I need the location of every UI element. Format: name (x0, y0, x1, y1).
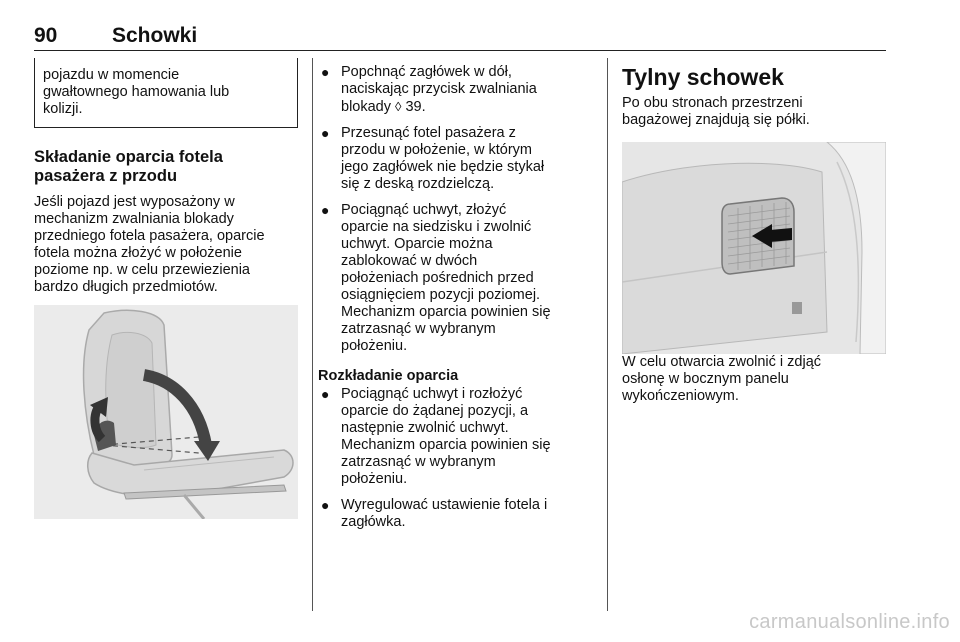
text-line: osłonę w bocznym panelu (622, 371, 789, 387)
rear-storage-heading: Tylny schowek (622, 64, 784, 90)
bullet-icon: ● (321, 497, 330, 513)
text-line: położeniach pośrednich przed (341, 270, 534, 286)
list-item (318, 125, 600, 193)
list-item (318, 497, 600, 531)
text-line: kolizji. (43, 101, 83, 117)
text-line: bardzo długich przedmiotów. (34, 279, 218, 295)
bullet-icon: ● (321, 386, 330, 402)
bullet-icon: ● (321, 125, 330, 141)
text-line: Wyregulować ustawienie fotela i (341, 497, 548, 513)
text-line: wykończeniowym. (622, 388, 739, 404)
text-line: oparcie na siedzisku i zwolnić (341, 219, 532, 235)
text-line: W celu otwarcia zwolnić i zdjąć (622, 354, 822, 370)
unfold-heading: Rozkładanie oparcia (318, 368, 459, 384)
text-line: Przesunąć fotel pasażera z (341, 125, 516, 141)
text-line: Po obu stronach przestrzeni (622, 95, 803, 111)
seat-illustration (34, 305, 298, 519)
heading-line: pasażera z przodu (34, 167, 178, 185)
trunk-illustration (622, 142, 886, 354)
text-line: przodu w położenie, w którym (341, 142, 532, 158)
column-2 (318, 64, 600, 540)
text-line: Mechanizm oparcia powinien się (341, 437, 551, 453)
text-line: położeniu. (341, 338, 408, 354)
watermark: carmanualsonline.info (749, 611, 950, 633)
trunk-illustration-svg (622, 142, 886, 354)
warning-note-box (34, 58, 298, 128)
heading-line: Składanie oparcia fotela (34, 148, 223, 166)
text-line: zablokować w dwóch (341, 253, 478, 269)
text-line: Pociągnąć uchwyt, złożyć (341, 202, 507, 218)
text-line: jego zagłówek nie będzie stykał (341, 159, 545, 175)
column-divider (607, 58, 608, 611)
text-line: Popchnąć zagłówek w dół, (341, 64, 512, 80)
text-line: oparcie do żądanej pozycji, a (341, 403, 529, 419)
page-number: 90 (34, 24, 58, 47)
text-line: bagażowej znajdują się półki. (622, 112, 810, 128)
text-line: zatrzasnąć w wybranym (341, 321, 496, 337)
list-item (318, 202, 600, 355)
seat-illustration-svg (34, 305, 298, 519)
bullet-icon: ● (321, 64, 330, 80)
text-line: Jeśli pojazd jest wyposażony w (34, 194, 235, 210)
text-line: Mechanizm oparcia powinien się (341, 304, 551, 320)
folding-heading (34, 148, 298, 186)
page-reference[interactable]: 39. (405, 99, 426, 115)
bullet-icon: ● (321, 202, 330, 218)
text-line: naciskając przycisk zwalniania (341, 81, 537, 97)
unfold-steps-list (318, 386, 600, 531)
section-title: Schowki (112, 24, 198, 47)
text-line: gwałtownego hamowania lub (43, 84, 230, 100)
rear-storage-caption (622, 354, 886, 405)
column-3 (622, 64, 886, 405)
text-line: fotela można złożyć w położenie (34, 245, 242, 261)
header-rule (34, 50, 886, 51)
text-line: zagłówka. (341, 514, 406, 530)
column-1 (34, 58, 298, 519)
text-line: się z deską rozdzielczą. (341, 176, 495, 192)
text-line: położeniu. (341, 471, 408, 487)
text-line: osiągnięciem pozycji poziomej. (341, 287, 541, 303)
folding-steps-list (318, 64, 600, 355)
rear-storage-intro (622, 95, 886, 129)
text-line: uchwyt. Oparcie można (341, 236, 493, 252)
text-fragment: blokady (341, 99, 391, 115)
text-line: następnie zwolnić uchwyt. (341, 420, 509, 436)
text-line (341, 98, 600, 116)
text-line: Pociągnąć uchwyt i rozłożyć (341, 386, 523, 402)
list-item (318, 64, 600, 116)
page-reference-icon: ◊ (395, 99, 402, 114)
text-line: pojazdu w momencie (43, 67, 180, 83)
folding-intro (34, 194, 298, 296)
column-divider (312, 58, 313, 611)
text-line: poziome np. w celu przewiezienia (34, 262, 250, 278)
list-item (318, 386, 600, 488)
text-line: zatrzasnąć w wybranym (341, 454, 496, 470)
text-line: mechanizm zwalniania blokady (34, 211, 234, 227)
text-line: przedniego fotela pasażera, oparcie (34, 228, 265, 244)
page-header (34, 18, 886, 52)
